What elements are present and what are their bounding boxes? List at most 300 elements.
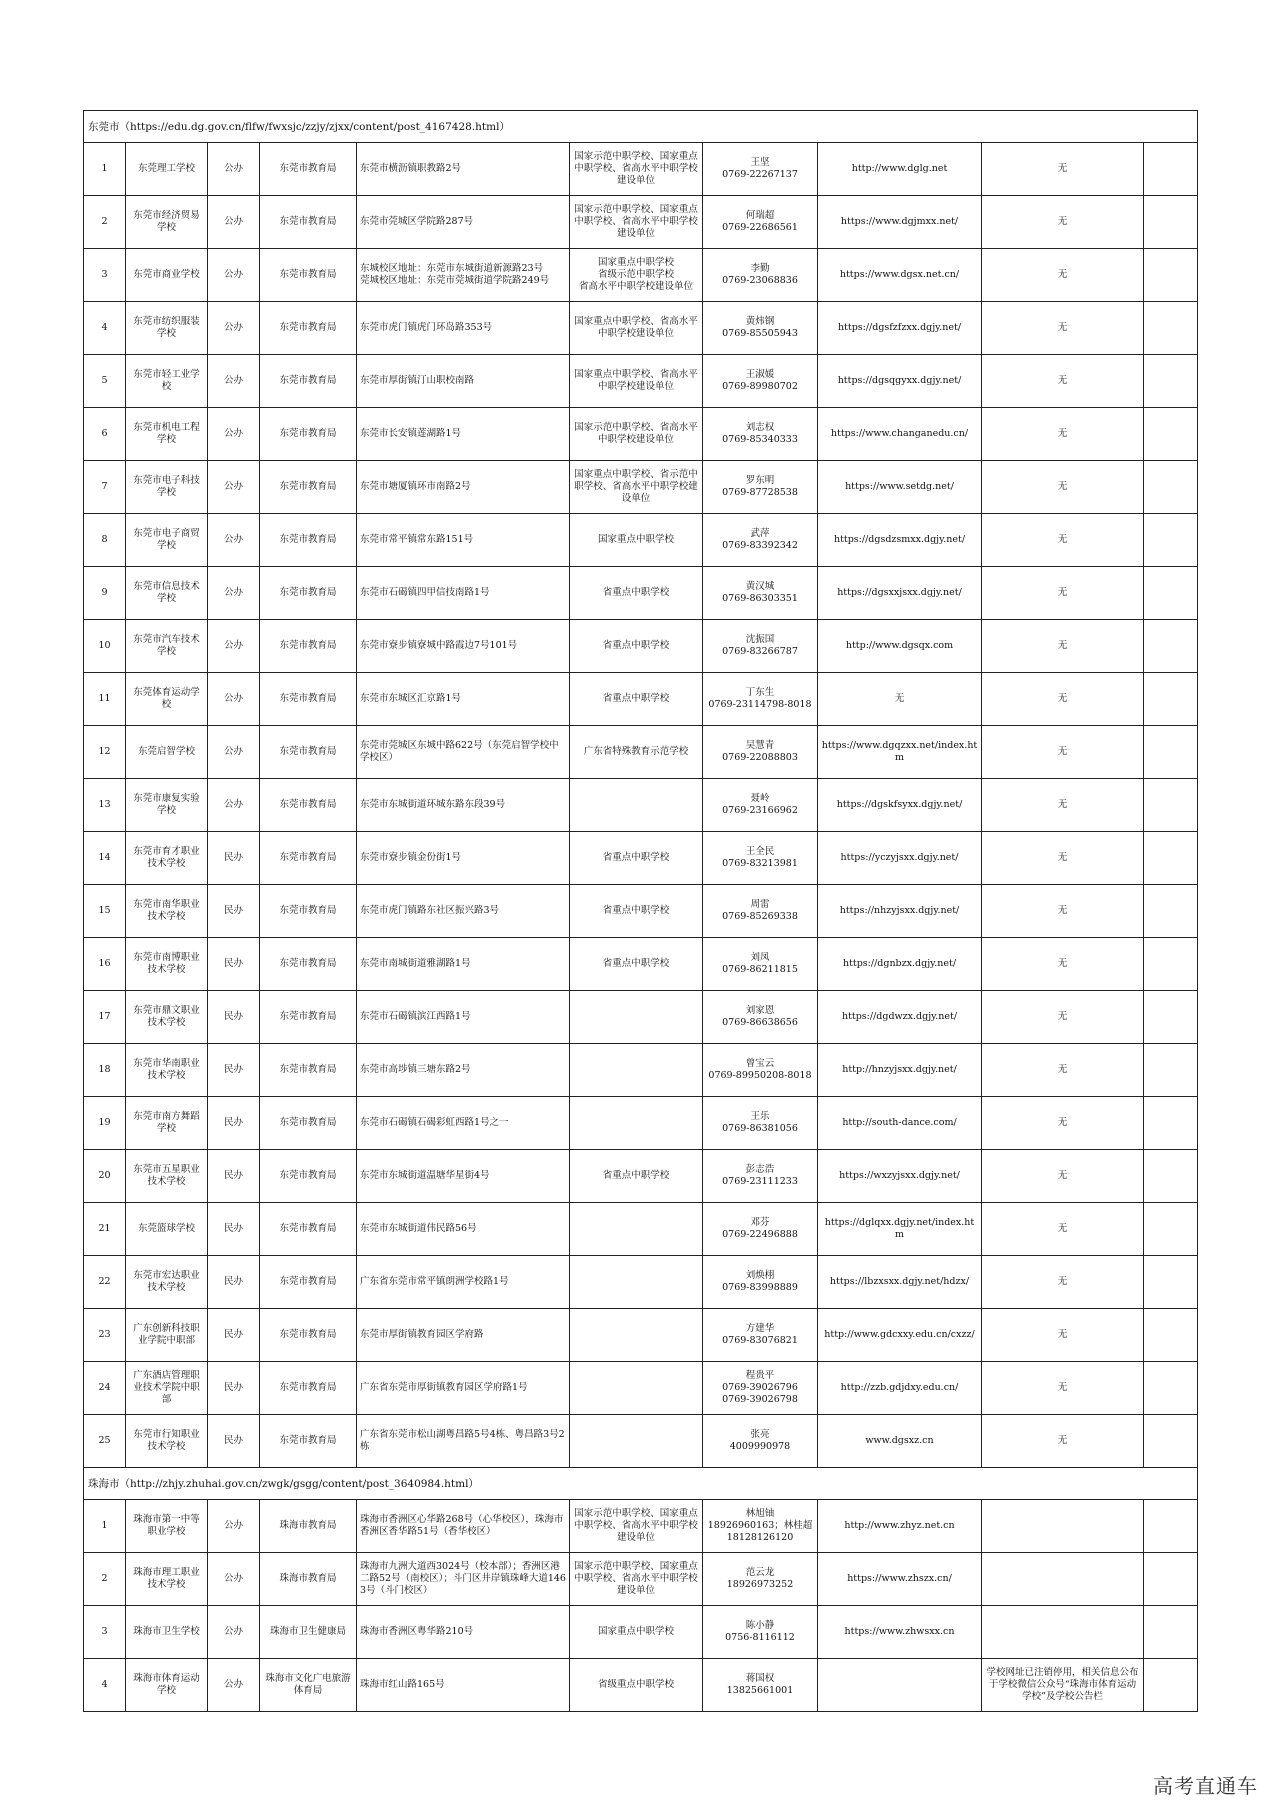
table-row [84, 302, 1198, 355]
cell-note-text: 学校网址已注销停用，相关信息公布于学校微信公众号“珠海市体育运动学校”及学校公告栏 [986, 1667, 1139, 1702]
cell-address [357, 832, 570, 885]
cell-contact-text: 曾宝云 0769-89950208-8018 [708, 1058, 812, 1081]
cell-school-level-text: 省级重点中职学校 [597, 1679, 674, 1690]
table-row [84, 726, 1198, 779]
cell-note [982, 1150, 1144, 1203]
cell-contact-text: 吴慧青 0769-22088803 [722, 740, 798, 763]
cell-department-text: 东莞市教育局 [279, 269, 337, 280]
cell-website-text[interactable]: https://dgskfsyxx.dgjy.net/ [836, 799, 963, 810]
cell-school-name-text: 珠海市理工职业技术学校 [133, 1567, 200, 1590]
cell-note-text: 无 [1057, 746, 1068, 757]
cell-index-text: 23 [98, 1329, 111, 1340]
cell-school-name [126, 1500, 208, 1553]
cell-school-name-text: 东莞市华南职业技术学校 [133, 1058, 200, 1081]
cell-school-name [126, 408, 208, 461]
cell-extra [1144, 514, 1198, 567]
cell-website-text[interactable]: http://www.dgsqx.com [845, 640, 954, 651]
cell-contact-text: 周雷 0769-85269338 [722, 899, 798, 922]
cell-address-text: 珠海市香洲区心华路268号（心华校区），珠海市香洲区香华路51号（香华校区） [360, 1514, 564, 1537]
cell-index [84, 249, 126, 302]
cell-school-type-text: 公办 [223, 746, 243, 757]
cell-department [260, 885, 357, 938]
cell-school-level [570, 355, 703, 408]
cell-website-text[interactable]: https://www.dgsx.net.cn/ [839, 269, 960, 280]
cell-school-type [208, 726, 260, 779]
cell-department-text: 东莞市教育局 [279, 1170, 337, 1181]
cell-extra [1144, 355, 1198, 408]
cell-department [260, 1150, 357, 1203]
cell-address [357, 1362, 570, 1415]
cell-index-text: 9 [101, 587, 108, 598]
cell-index-text: 4 [101, 322, 108, 333]
cell-address-text: 东莞市东城区汇京路1号 [360, 693, 462, 704]
cell-address-text: 东莞市常平镇常东路151号 [360, 534, 474, 545]
cell-department [260, 514, 357, 567]
cell-note-text: 无 [1057, 1117, 1068, 1128]
cell-index-text: 1 [101, 163, 108, 174]
cell-website [818, 567, 982, 620]
cell-school-type-text: 民办 [223, 1170, 243, 1181]
cell-school-level [570, 1606, 703, 1659]
cell-index [84, 1362, 126, 1415]
cell-school-level [570, 567, 703, 620]
cell-extra [1144, 302, 1198, 355]
cell-school-type [208, 355, 260, 408]
cell-contact [703, 1309, 818, 1362]
cell-website-text[interactable]: http://www.gdcxxy.edu.cn/cxzz/ [824, 1329, 975, 1340]
cell-note-text: 无 [1057, 534, 1068, 545]
cell-school-type-text: 公办 [223, 322, 243, 333]
cell-extra [1144, 673, 1198, 726]
cell-note-text: 无 [1057, 1329, 1068, 1340]
cell-index [84, 1309, 126, 1362]
cell-contact-text: 王淑媛 0769-89980702 [722, 369, 798, 392]
cell-website-text[interactable]: https://dgsxxjsxx.dgjy.net/ [837, 587, 962, 598]
cell-department [260, 461, 357, 514]
cell-contact [703, 249, 818, 302]
cell-department-text: 东莞市教育局 [279, 163, 337, 174]
cell-address-text: 东莞市莞城区东城中路622号（东莞启智学校中学校区） [360, 740, 559, 763]
cell-school-name-text: 东莞市汽车技术学校 [133, 634, 200, 657]
cell-note-text: 无 [1057, 1276, 1068, 1287]
cell-school-name [126, 885, 208, 938]
cell-school-level [570, 620, 703, 673]
table-row [84, 1500, 1198, 1553]
cell-note [982, 1659, 1144, 1712]
cell-extra [1144, 1553, 1198, 1606]
cell-note [982, 832, 1144, 885]
cell-index [84, 726, 126, 779]
cell-note [982, 991, 1144, 1044]
cell-index-text: 24 [98, 1382, 111, 1393]
cell-note [982, 143, 1144, 196]
cell-school-name [126, 196, 208, 249]
cell-website-text[interactable]: https://dgnbzx.dgjy.net/ [842, 958, 957, 969]
cell-website-text[interactable]: http://zzb.gdjdxy.edu.cn/ [840, 1382, 959, 1393]
cell-website [818, 991, 982, 1044]
cell-school-type-text: 民办 [223, 1329, 243, 1340]
cell-school-type [208, 938, 260, 991]
cell-website-text[interactable]: http://www.dglg.net [851, 163, 948, 174]
cell-website-text[interactable]: https://lbzxsxx.dgjy.net/hdzx/ [829, 1276, 970, 1287]
cell-school-name [126, 1256, 208, 1309]
cell-note [982, 1500, 1144, 1553]
cell-website-text[interactable]: https://www.zhwsxx.cn [844, 1626, 955, 1637]
cell-address [357, 461, 570, 514]
cell-index-text: 1 [101, 1520, 108, 1531]
cell-department-text: 东莞市教育局 [279, 799, 337, 810]
cell-department [260, 1256, 357, 1309]
cell-contact-text: 丁东生 0769-23114798-8018 [708, 687, 812, 710]
cell-school-type [208, 832, 260, 885]
cell-contact [703, 1150, 818, 1203]
cell-extra [1144, 1606, 1198, 1659]
cell-note [982, 726, 1144, 779]
cell-contact [703, 1203, 818, 1256]
cell-school-name [126, 991, 208, 1044]
cell-website [818, 196, 982, 249]
cell-index [84, 461, 126, 514]
cell-department [260, 1500, 357, 1553]
cell-address [357, 1500, 570, 1553]
cell-school-type [208, 1309, 260, 1362]
cell-school-name [126, 832, 208, 885]
cell-contact-text: 王乐 0769-86381056 [722, 1111, 798, 1134]
cell-school-level-text: 省重点中职学校 [602, 852, 670, 863]
cell-school-type [208, 1606, 260, 1659]
cell-school-type-text: 民办 [223, 1117, 243, 1128]
cell-address-text: 东莞市厚街镇教育园区学府路 [360, 1329, 484, 1340]
cell-index [84, 514, 126, 567]
cell-address [357, 1044, 570, 1097]
cell-department-text: 东莞市教育局 [279, 958, 337, 969]
cell-index-text: 5 [101, 375, 108, 386]
cell-school-name-text: 珠海市卫生学校 [133, 1626, 200, 1637]
cell-extra [1144, 196, 1198, 249]
cell-school-level [570, 461, 703, 514]
cell-school-type-text: 民办 [223, 958, 243, 969]
cell-contact [703, 726, 818, 779]
cell-address-text: 东莞市塘厦镇环市南路2号 [360, 481, 471, 492]
cell-school-level-text: 广东省特殊教育示范学校 [583, 746, 689, 757]
cell-school-level-text: 国家示范中职学校、省高水平中职学校建设单位 [574, 422, 698, 445]
cell-website-text[interactable]: https://www.setdg.net/ [845, 481, 954, 492]
cell-website [818, 938, 982, 991]
cell-website [818, 514, 982, 567]
cell-website [818, 408, 982, 461]
cell-department-text: 珠海市教育局 [279, 1573, 337, 1584]
cell-index [84, 1500, 126, 1553]
cell-school-name-text: 东莞启智学校 [137, 746, 195, 757]
cell-department [260, 249, 357, 302]
cell-address-text: 东莞市莞城区学院路287号 [360, 216, 474, 227]
cell-address [357, 567, 570, 620]
cell-website-text[interactable]: https://dgsfzfzxx.dgjy.net/ [837, 322, 962, 333]
cell-website-text[interactable]: http://south-dance.com/ [842, 1117, 957, 1128]
cell-department [260, 302, 357, 355]
cell-school-type [208, 885, 260, 938]
cell-website-text[interactable]: https://www.dgjmxx.net/ [840, 216, 959, 227]
cell-address-text: 东莞市南城街道雅湖路1号 [360, 958, 471, 969]
cell-note-text: 无 [1057, 481, 1068, 492]
cell-website-text[interactable]: https://wxzyjsxx.dgjy.net/ [839, 1170, 960, 1181]
cell-contact-text: 李勤 0769-23068836 [722, 263, 798, 286]
cell-department-text: 东莞市教育局 [279, 534, 337, 545]
school-table [83, 110, 1198, 1712]
cell-school-type [208, 1415, 260, 1468]
cell-contact [703, 832, 818, 885]
cell-department [260, 938, 357, 991]
cell-website [818, 1309, 982, 1362]
table-row [84, 832, 1198, 885]
watermark-text: 高考直通车 [1153, 1774, 1258, 1798]
cell-school-level [570, 249, 703, 302]
cell-school-name [126, 1044, 208, 1097]
cell-note-text: 无 [1057, 163, 1068, 174]
cell-school-level-text: 国家示范中职学校、国家重点中职学校、省高水平中职学校建设单位 [574, 1508, 698, 1543]
cell-school-name [126, 1309, 208, 1362]
cell-contact [703, 143, 818, 196]
cell-school-level [570, 1203, 703, 1256]
cell-address-text: 东莞市石碣镇四甲信技南路1号 [360, 587, 490, 598]
cell-note [982, 1256, 1144, 1309]
cell-department-text: 东莞市教育局 [279, 428, 337, 439]
cell-website [818, 1362, 982, 1415]
cell-index-text: 2 [101, 216, 108, 227]
cell-department [260, 1044, 357, 1097]
cell-school-type [208, 567, 260, 620]
cell-address-text: 东莞市寮步镇寮城中路霞边7号101号 [360, 640, 518, 651]
cell-website-text[interactable]: https://dglqxx.dgjy.net/index.htm [824, 1217, 975, 1240]
cell-school-level [570, 408, 703, 461]
cell-school-level [570, 1256, 703, 1309]
cell-note-text: 无 [1057, 428, 1068, 439]
cell-school-name-text: 东莞市信息技术学校 [133, 581, 200, 604]
cell-note [982, 1203, 1144, 1256]
cell-index-text: 11 [98, 693, 111, 704]
cell-index-text: 7 [101, 481, 108, 492]
cell-website-text[interactable]: https://www.dgqzxx.net/index.htm [821, 740, 978, 763]
cell-website [818, 1500, 982, 1553]
cell-address-text: 东莞市东城街道温塘华星街4号 [360, 1170, 490, 1181]
cell-contact [703, 1044, 818, 1097]
cell-extra [1144, 249, 1198, 302]
cell-department-text: 珠海市教育局 [279, 1520, 337, 1531]
cell-website-text[interactable]: https://dgsdzsmxx.dgjy.net/ [833, 534, 966, 545]
cell-address [357, 1415, 570, 1468]
cell-school-type [208, 143, 260, 196]
cell-department-text: 珠海市文化广电旅游体育局 [265, 1673, 351, 1696]
cell-contact-text: 沈振国 0769-83266787 [722, 634, 798, 657]
cell-school-level [570, 673, 703, 726]
cell-school-level [570, 726, 703, 779]
cell-school-name-text: 东莞理工学校 [137, 163, 195, 174]
cell-contact [703, 1415, 818, 1468]
table-row [84, 355, 1198, 408]
cell-website-text[interactable]: https://www.changanedu.cn/ [830, 428, 969, 439]
cell-department [260, 408, 357, 461]
cell-index-text: 25 [98, 1435, 111, 1446]
cell-index [84, 832, 126, 885]
cell-note-text: 无 [1057, 905, 1068, 916]
cell-school-name-text: 东莞市电子科技学校 [133, 475, 200, 498]
cell-address [357, 302, 570, 355]
cell-school-level-text: 国家重点中职学校 省级示范中职学校 省高水平中职学校建设单位 [578, 257, 693, 292]
cell-department-text: 东莞市教育局 [279, 1382, 337, 1393]
cell-index [84, 991, 126, 1044]
cell-department-text: 东莞市教育局 [279, 1064, 337, 1075]
cell-department [260, 1606, 357, 1659]
cell-website [818, 461, 982, 514]
cell-school-level-text: 省重点中职学校 [602, 905, 670, 916]
cell-contact-text: 范云龙 18926973252 [726, 1567, 794, 1590]
cell-school-name [126, 1097, 208, 1150]
cell-school-type-text: 民办 [223, 905, 243, 916]
cell-school-name [126, 938, 208, 991]
cell-website [818, 1203, 982, 1256]
cell-department-text: 东莞市教育局 [279, 640, 337, 651]
cell-school-type-text: 公办 [223, 428, 243, 439]
table-row [84, 1415, 1198, 1468]
cell-index-text: 2 [101, 1573, 108, 1584]
cell-school-type [208, 1044, 260, 1097]
cell-index-text: 6 [101, 428, 108, 439]
cell-contact [703, 514, 818, 567]
cell-school-type-text: 公办 [223, 1679, 243, 1690]
cell-contact-text: 聂岭 0769-23166962 [722, 793, 798, 816]
cell-extra [1144, 1362, 1198, 1415]
cell-school-level [570, 1097, 703, 1150]
cell-index [84, 1606, 126, 1659]
cell-index [84, 1150, 126, 1203]
table-row [84, 1309, 1198, 1362]
cell-website-text[interactable]: www.dgsxz.cn [865, 1435, 934, 1446]
cell-note [982, 1362, 1144, 1415]
cell-website-text[interactable]: https://nhzyjsxx.dgjy.net/ [839, 905, 960, 916]
cell-index [84, 302, 126, 355]
cell-index-text: 8 [101, 534, 108, 545]
cell-extra [1144, 779, 1198, 832]
cell-school-name [126, 620, 208, 673]
cell-school-name [126, 567, 208, 620]
cell-address [357, 991, 570, 1044]
cell-website-text[interactable]: https://dgsqgyxx.dgjy.net/ [837, 375, 962, 386]
cell-department [260, 1362, 357, 1415]
cell-index [84, 1553, 126, 1606]
cell-school-name-text: 广东创新科技职业学院中职部 [133, 1323, 200, 1346]
cell-school-level [570, 514, 703, 567]
cell-school-level [570, 1044, 703, 1097]
cell-school-type [208, 779, 260, 832]
cell-website [818, 726, 982, 779]
table-row [84, 779, 1198, 832]
cell-note [982, 1415, 1144, 1468]
table-row [84, 567, 1198, 620]
cell-index-text: 18 [98, 1064, 111, 1075]
cell-note [982, 408, 1144, 461]
cell-department [260, 196, 357, 249]
cell-school-name [126, 1362, 208, 1415]
cell-school-name-text: 广东酒店管理职业技术学院中职部 [133, 1370, 200, 1405]
cell-note [982, 779, 1144, 832]
cell-department-text: 东莞市教育局 [279, 587, 337, 598]
cell-index [84, 143, 126, 196]
cell-note [982, 885, 1144, 938]
cell-contact-text: 王坚 0769-22267137 [722, 157, 798, 180]
cell-address [357, 196, 570, 249]
cell-school-name [126, 726, 208, 779]
cell-contact [703, 779, 818, 832]
cell-website-text[interactable]: https://www.zhszx.cn/ [847, 1573, 952, 1584]
cell-note [982, 1606, 1144, 1659]
table-row [84, 1203, 1198, 1256]
cell-school-type-text: 公办 [223, 640, 243, 651]
cell-website [818, 1256, 982, 1309]
table-row [84, 938, 1198, 991]
cell-address-text: 东莞市虎门镇路东社区振兴路3号 [360, 905, 500, 916]
cell-school-level [570, 196, 703, 249]
cell-department [260, 832, 357, 885]
cell-website [818, 1097, 982, 1150]
cell-website-text[interactable]: https://yczyjsxx.dgjy.net/ [840, 852, 959, 863]
section-title: 珠海市（http://zhjy.zhuhai.gov.cn/zwgk/gsgg/content/post_3640984.html） [84, 1468, 1198, 1500]
cell-department-text: 东莞市教育局 [279, 905, 337, 916]
cell-website-text[interactable]: http://hnzyjsxx.dgjy.net/ [842, 1064, 957, 1075]
cell-contact [703, 196, 818, 249]
cell-website-text[interactable]: 无 [894, 693, 905, 704]
cell-department-text: 东莞市教育局 [279, 1276, 337, 1287]
cell-index-text: 13 [98, 799, 111, 810]
cell-school-type-text: 公办 [223, 216, 243, 227]
cell-contact-text: 陈小静 0756-8116112 [725, 1620, 795, 1643]
cell-extra [1144, 1044, 1198, 1097]
cell-school-level-text: 国家重点中职学校、省高水平中职学校建设单位 [574, 316, 698, 339]
cell-extra [1144, 991, 1198, 1044]
cell-website [818, 1415, 982, 1468]
cell-department [260, 1415, 357, 1468]
cell-extra [1144, 726, 1198, 779]
cell-contact [703, 1500, 818, 1553]
cell-contact [703, 938, 818, 991]
cell-note [982, 567, 1144, 620]
cell-contact-text: 邓芬 0769-22496888 [722, 1217, 798, 1240]
table-row [84, 1044, 1198, 1097]
cell-contact-text: 王全民 0769-83213981 [722, 846, 798, 869]
cell-department-text: 东莞市教育局 [279, 375, 337, 386]
cell-school-level [570, 302, 703, 355]
cell-school-type [208, 1256, 260, 1309]
cell-school-level-text: 国家重点中职学校、省高水平中职学校建设单位 [574, 369, 698, 392]
cell-address [357, 620, 570, 673]
cell-school-type [208, 620, 260, 673]
cell-department [260, 1309, 357, 1362]
cell-contact-text: 罗东明 0769-87728538 [722, 475, 798, 498]
cell-website-text[interactable]: https://dgdwzx.dgjy.net/ [841, 1011, 958, 1022]
cell-website-text[interactable]: http://www.zhyz.net.cn [844, 1520, 955, 1531]
cell-contact-text: 刘焕栩 0769-83998889 [722, 1270, 798, 1293]
cell-note [982, 196, 1144, 249]
cell-school-level [570, 1362, 703, 1415]
cell-school-level-text: 省重点中职学校 [602, 640, 670, 651]
cell-website [818, 355, 982, 408]
cell-contact-text: 张亮 4009990978 [729, 1429, 791, 1452]
cell-school-type [208, 1362, 260, 1415]
cell-extra [1144, 938, 1198, 991]
cell-school-name [126, 1659, 208, 1712]
cell-index [84, 673, 126, 726]
cell-note-text: 无 [1057, 640, 1068, 651]
table-row [84, 196, 1198, 249]
